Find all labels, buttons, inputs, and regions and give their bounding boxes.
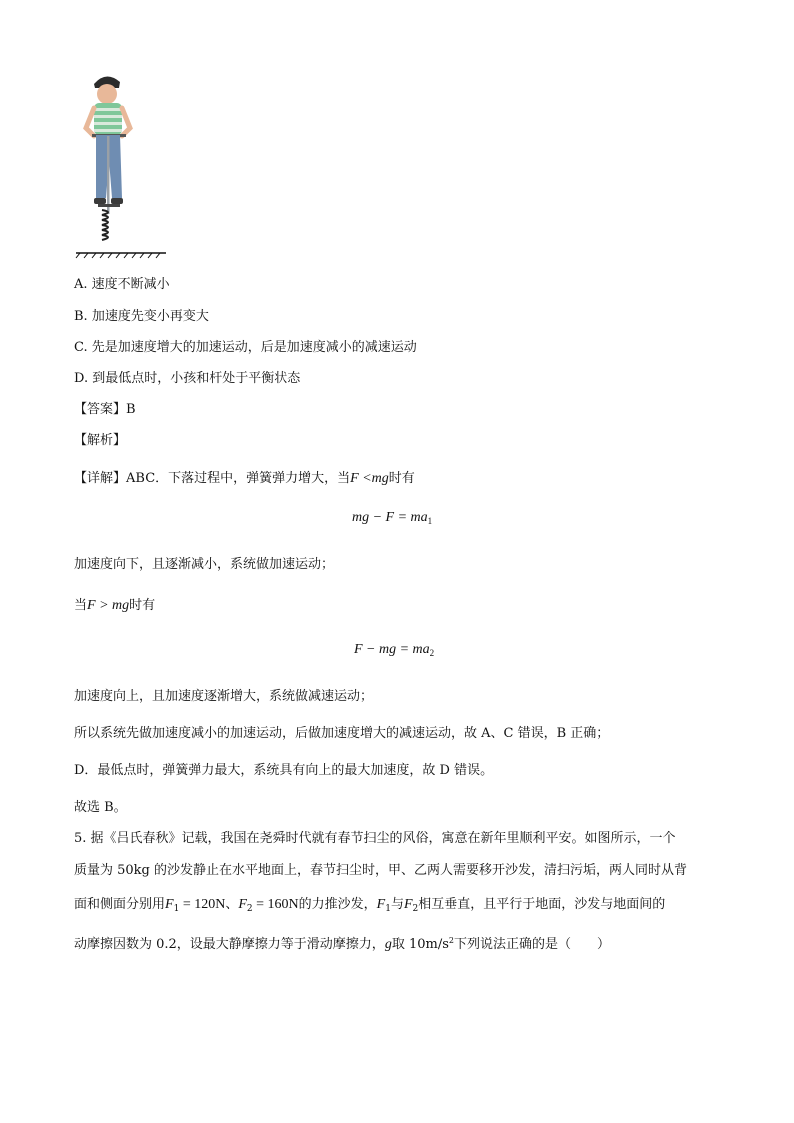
force-f1-value: = 120N (179, 897, 226, 912)
detail-label: 【详解】 (74, 471, 127, 486)
q5-line-1: 5. 据《吕氏春秋》记载，我国在尧舜时代就有春节扫尘的风俗，寓意在新年里顺利平安。如图所示，一个 (74, 831, 676, 846)
option-letter: B. (74, 309, 88, 324)
force-f2-symbol: F (403, 897, 413, 912)
answer-label: 【答案】 (74, 402, 127, 417)
equation-1-body: mg − F = ma (352, 510, 428, 525)
option-text: 加速度先变小再变大 (91, 309, 209, 324)
condition-2-prefix: 当 (74, 598, 88, 613)
answer-value: B (126, 402, 136, 417)
option-d-explanation: D．最低点时，弹簧弹力最大，系统具有向上的最大加速度，故 D 错误。 (74, 763, 494, 778)
condition-1-suffix: 时有 (388, 471, 415, 486)
q5-text: 的力推沙发， (298, 897, 377, 912)
pogo-pole (107, 136, 110, 214)
separator: 、 (225, 897, 239, 912)
option-text: 速度不断减小 (91, 277, 170, 292)
detail-intro: ABC．下落过程中，弹簧弹力增大，当 (126, 471, 351, 486)
option-letter: D. (74, 371, 89, 386)
condition-1: F <mg (350, 471, 389, 486)
condition-2: F > mg (87, 598, 130, 613)
equation-2 (354, 642, 434, 658)
option-a (74, 276, 170, 294)
equation-1 (352, 510, 432, 526)
option-d (74, 370, 300, 388)
option-text: 到最低点时，小孩和杆处于平衡状态 (92, 371, 301, 386)
force-f1-subscript: 1 (173, 904, 180, 914)
analysis-label: 【解析】 (74, 433, 127, 448)
equation-1-subscript: 1 (427, 516, 433, 526)
force-f1-symbol: F (376, 897, 386, 912)
q5-text: 相互垂直，且平行于地面，沙发与地面间的 (418, 897, 666, 912)
answer-line (74, 401, 136, 419)
equation-2-body: F − mg = ma (354, 642, 430, 657)
unit-superscript: 2 (448, 936, 454, 945)
q5-text: 动摩擦因数为 0.2，设最大静摩擦力等于滑动摩擦力， (74, 937, 385, 952)
q5-line-3 (74, 896, 665, 918)
option-text: 先是加速度增大的加速运动，后是加速度减小的减速运动 (91, 340, 417, 355)
force-f2-subscript: 2 (412, 904, 419, 914)
option-letter: A. (74, 277, 88, 292)
condition-2-line (74, 597, 155, 615)
after-eq2-line: 加速度向上，且加速度逐渐增大，系统做减速运动； (74, 689, 374, 704)
condition-2-suffix: 时有 (129, 598, 156, 613)
ground-hatching (76, 253, 160, 258)
equation-2-subscript: 2 (429, 648, 435, 658)
q5-text: 与 (390, 897, 404, 912)
force-f1-subscript: 1 (385, 904, 391, 914)
face (97, 84, 117, 104)
q5-text: 下列说法正确的是（ ） (453, 937, 610, 952)
force-f2-value: = 160N (252, 897, 299, 912)
q5-line-2: 质量为 50kg 的沙发静止在水平地面上，春节扫尘时，甲、乙两人需要移开沙发，清扫污垢，两人同时从背 (74, 863, 688, 878)
pogo-stick-figure (72, 70, 172, 262)
option-c (74, 339, 417, 357)
gravity-symbol: g (384, 937, 392, 952)
after-eq1-line: 加速度向下，且逐渐减小，系统做加速运动； (74, 557, 335, 572)
detail-intro-line (74, 470, 415, 488)
force-f2-subscript: 2 (246, 904, 253, 914)
final-answer: 故选 B。 (74, 800, 127, 815)
q5-text: 面和侧面分别用 (74, 897, 166, 912)
option-b (74, 308, 209, 326)
q5-line-4 (74, 932, 610, 954)
q5-text: 取 10m/s (391, 937, 449, 952)
force-f1-symbol: F (165, 897, 174, 912)
option-letter: C. (74, 340, 88, 355)
spring-icon (102, 210, 108, 240)
conclusion-line: 所以系统先做加速度减小的加速运动，后做加速度增大的减速运动，故 A、C 错误，B 正确； (74, 726, 610, 741)
force-f2-symbol: F (238, 897, 247, 912)
